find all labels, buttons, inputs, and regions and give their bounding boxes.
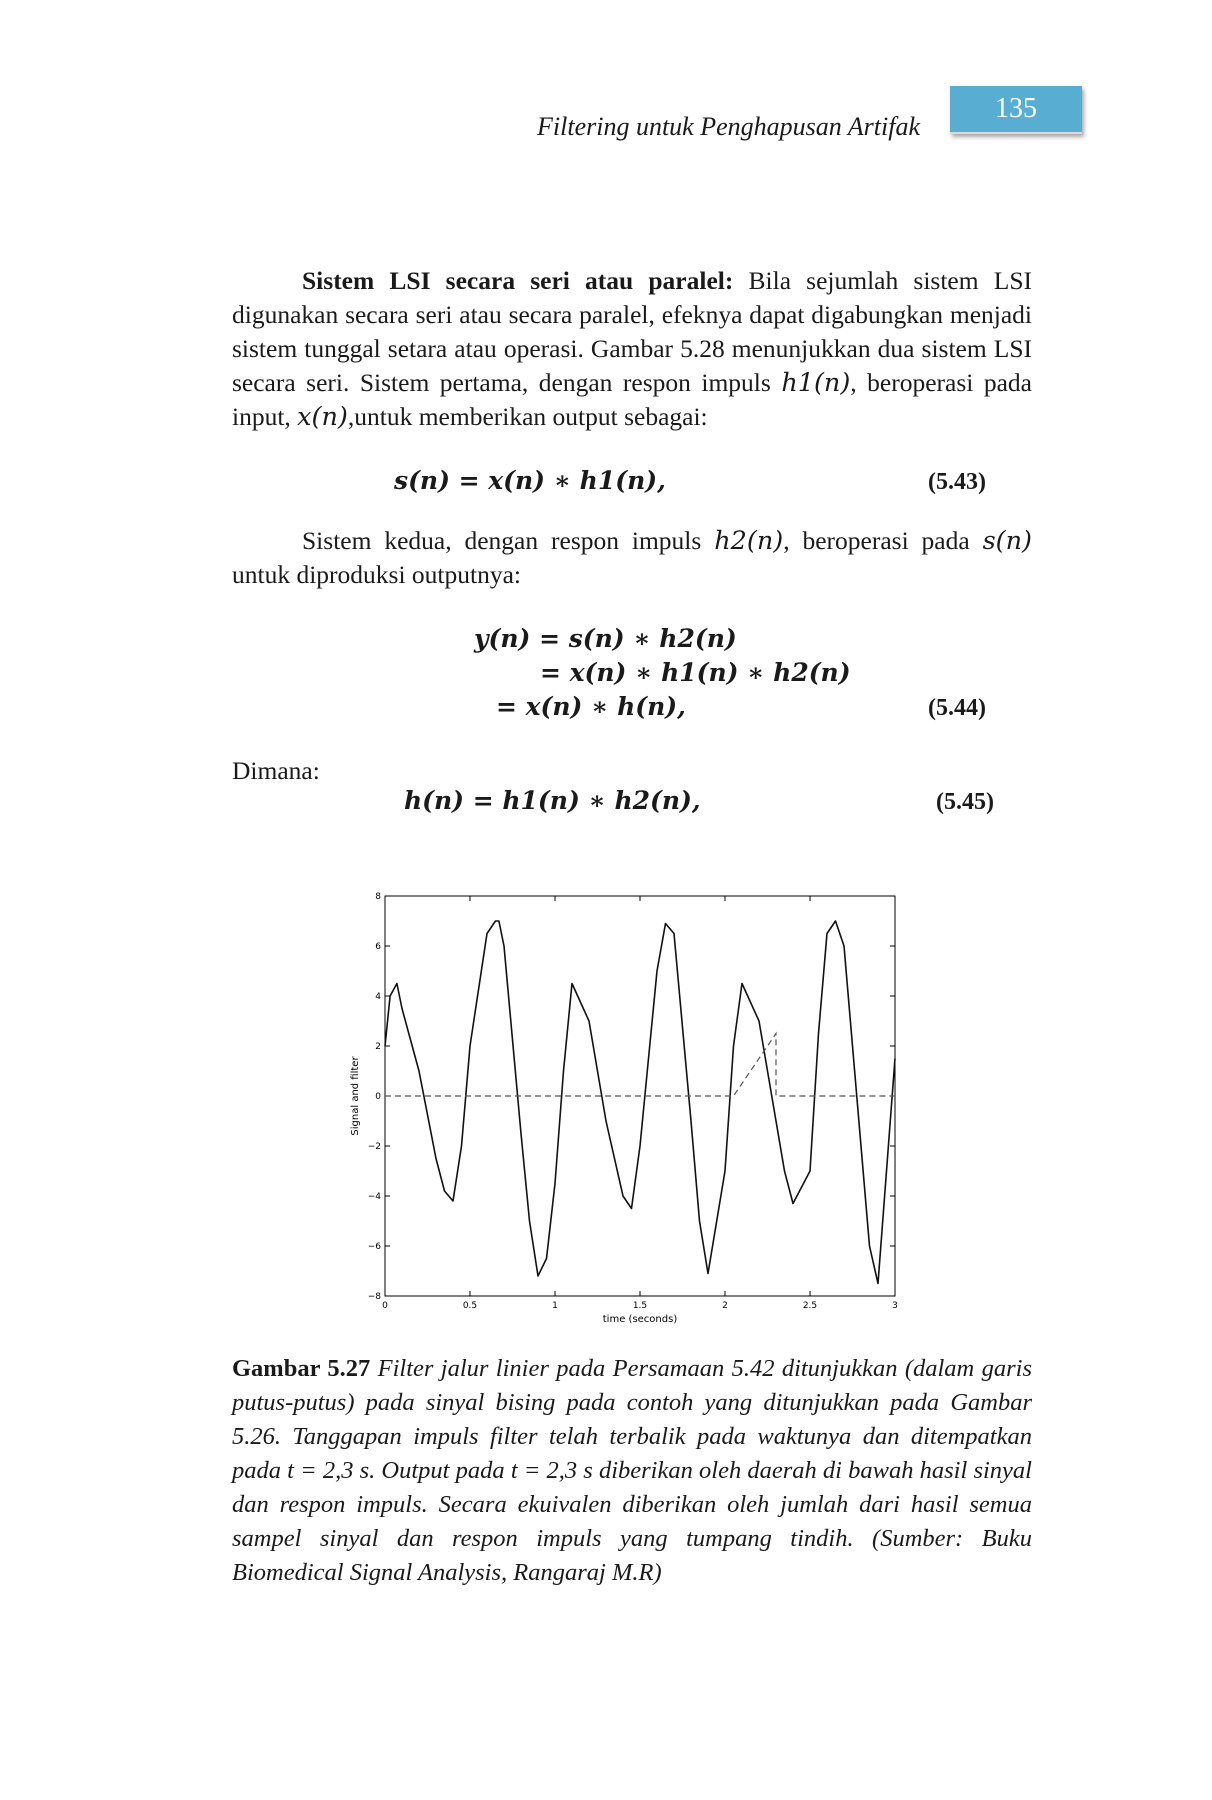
y-tick-labels — [368, 892, 382, 1302]
paragraph-lead: Sistem LSI secara seri atau paralel: — [302, 266, 734, 295]
paragraph-text: , beroperasi pada — [783, 526, 983, 555]
math-h2: h2(n) — [714, 526, 784, 556]
x-tick-label: 2 — [722, 1301, 728, 1311]
x-tick-label: 1 — [552, 1301, 558, 1311]
caption-text: Filter jalur linier pada Persamaan 5.42 ditunjukkan (dalam garis putus-putus) pada sinyal bising pada contoh yang ditunjukkan pada Gambar 5.26. Tanggapan impuls filter telah terbalik pada waktunya dan ditempatkan pada t = 2,3 s. Output pada t = 2,3 s diberikan oleh daerah di bawah hasil sinyal dan respon impuls. Secara ekuivalen diberikan oleh jumlah dari hasil semua sampel sinyal dan respon impuls yang tumpang tindih. (Sumber: Buku Biomedical Signal Analysis, Rangaraj M.R) — [232, 1355, 1032, 1586]
paragraph-text: Bila sejumlah sistem LSI digunakan secara seri atau secara paralel, efeknya dapat digabungkan menjadi sistem tunggal setara atau operasi. Gambar 5.28 menunjukkan dua sistem LSI secara seri. Sistem pertama, dengan respon impuls — [232, 266, 1032, 397]
paragraph-text: , beroperasi pada input, — [232, 368, 1032, 431]
y-tick-label: −6 — [367, 1242, 381, 1252]
math-x: x(n) — [297, 402, 348, 432]
equation-number-5-45: (5.45) — [936, 789, 994, 815]
equation-5-44-line3: = x(n) ∗ h(n), — [496, 692, 686, 721]
figure-caption — [232, 1352, 1032, 1590]
y-tick-label: −8 — [367, 1292, 381, 1302]
equation-number-5-44: (5.44) — [928, 695, 986, 721]
equation-5-43: s(n) = x(n) ∗ h1(n), — [394, 466, 666, 495]
x-tick-label: 0.5 — [462, 1301, 478, 1311]
equation-number-5-43: (5.43) — [928, 469, 986, 495]
x-tick-label: 2.5 — [802, 1301, 818, 1311]
caption-label: Gambar 5.27 — [232, 1355, 371, 1382]
x-tick-label: 3 — [892, 1301, 898, 1311]
page-number: 135 — [950, 86, 1082, 134]
y-tick-label: 2 — [375, 1042, 381, 1052]
y-tick-label: 6 — [375, 942, 381, 952]
y-axis-label: Signal and filter — [350, 1056, 361, 1136]
paragraph-text: Sistem kedua, dengan respon impuls — [302, 526, 715, 555]
paragraph-dimana: Dimana: — [232, 756, 320, 785]
y-tick-label: 0 — [375, 1092, 381, 1102]
equation-5-44-line1: y(n) = s(n) ∗ h2(n) — [474, 624, 737, 653]
y-tick-label: 8 — [375, 892, 381, 902]
x-tick-label: 1.5 — [632, 1301, 648, 1311]
y-tick-label: −4 — [367, 1192, 381, 1202]
math-h1: h1(n) — [781, 368, 851, 398]
equation-5-44-line2: = x(n) ∗ h1(n) ∗ h2(n) — [540, 658, 851, 687]
paragraph-second-system — [232, 524, 1032, 592]
paragraph-lsi-series — [232, 264, 1032, 434]
paragraph-text: ,untuk memberikan output sebagai: — [347, 402, 708, 431]
signal-filter-chart — [340, 888, 900, 1338]
chart-series — [385, 921, 895, 1284]
paragraph-text: untuk diproduksi outputnya: — [232, 560, 521, 589]
header-title: Filtering untuk Penghapusan Artifak — [537, 112, 920, 141]
y-tick-label: 4 — [375, 992, 381, 1002]
math-s: s(n) — [982, 526, 1032, 556]
equation-5-45: h(n) = h1(n) ∗ h2(n), — [404, 786, 701, 815]
x-tick-labels — [382, 1301, 898, 1311]
x-axis-label: time (seconds) — [602, 1314, 678, 1325]
noisy-signal-line — [385, 921, 895, 1284]
x-tick-label: 0 — [382, 1301, 388, 1311]
y-tick-label: −2 — [367, 1142, 381, 1152]
